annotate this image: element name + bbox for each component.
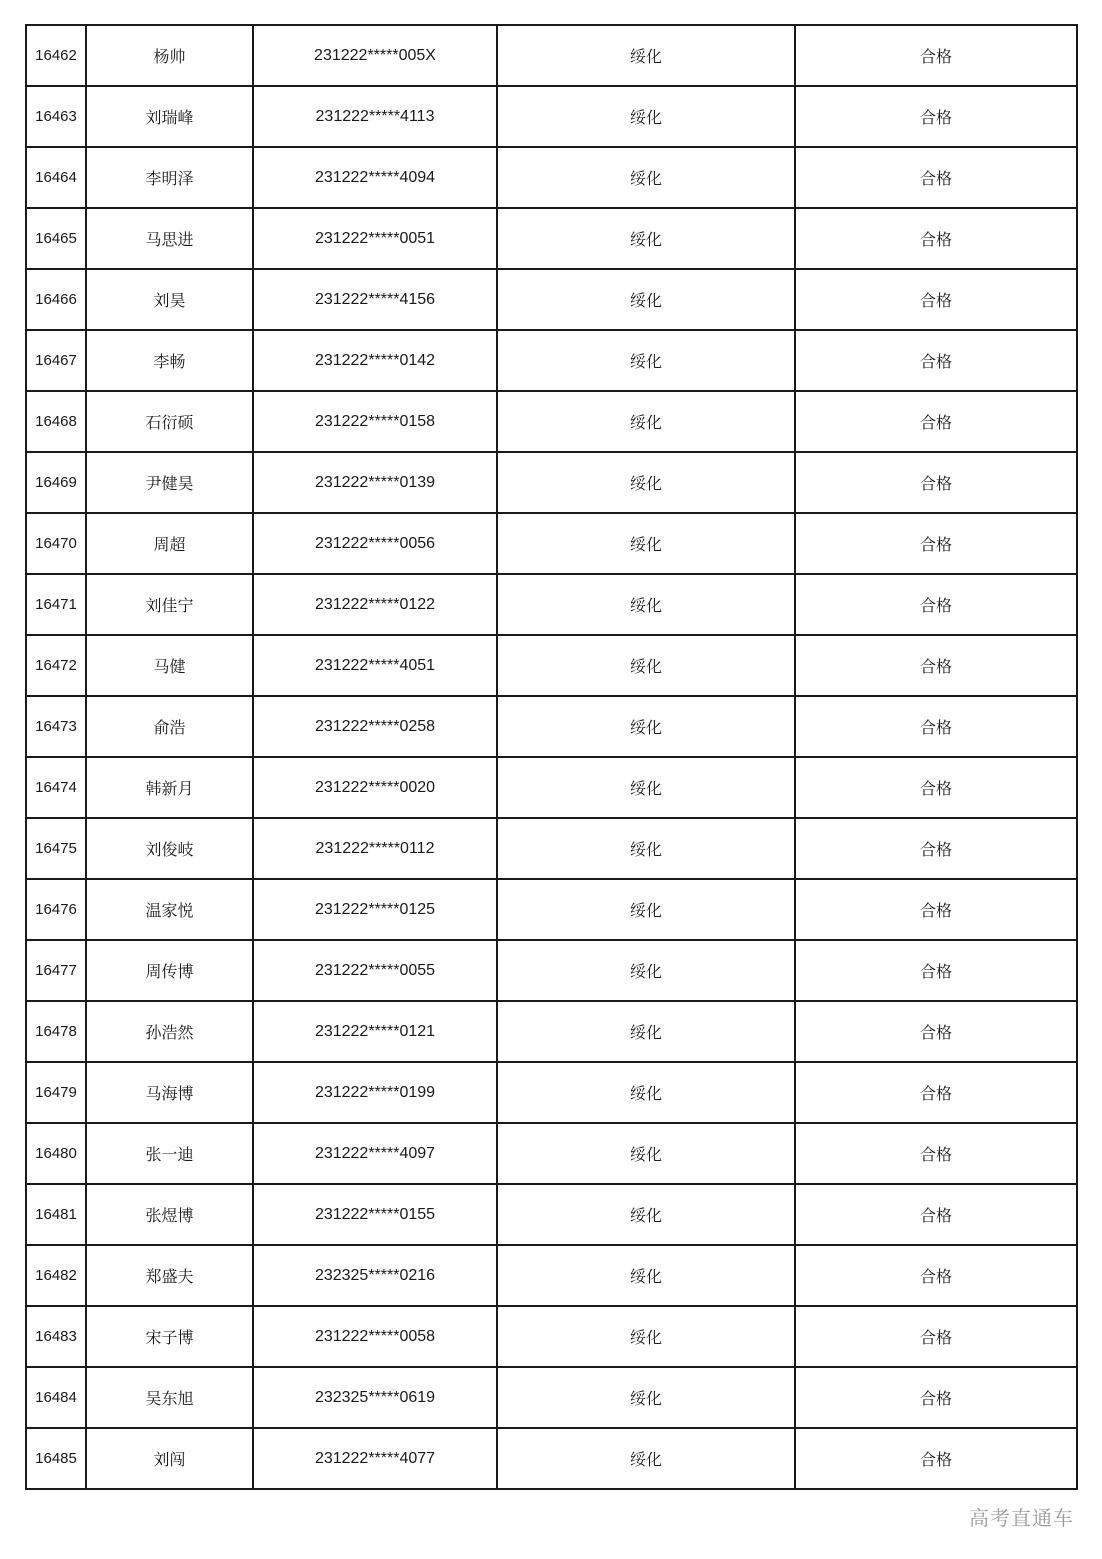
cell-number: 16480 [26, 1123, 86, 1184]
cell-result: 合格 [795, 757, 1077, 818]
cell-name: 刘瑞峰 [86, 86, 253, 147]
cell-result: 合格 [795, 635, 1077, 696]
cell-number: 16464 [26, 147, 86, 208]
cell-id-number: 231222*****4077 [253, 1428, 497, 1489]
cell-id-number: 231222*****0051 [253, 208, 497, 269]
cell-name: 石衍硕 [86, 391, 253, 452]
cell-location: 绥化 [497, 574, 795, 635]
cell-name: 尹健昊 [86, 452, 253, 513]
cell-location: 绥化 [497, 208, 795, 269]
cell-number: 16482 [26, 1245, 86, 1306]
cell-name: 韩新月 [86, 757, 253, 818]
roster-table [25, 24, 1078, 1490]
cell-result: 合格 [795, 147, 1077, 208]
cell-result: 合格 [795, 25, 1077, 86]
cell-location: 绥化 [497, 940, 795, 1001]
cell-number: 16483 [26, 1306, 86, 1367]
cell-name: 刘佳宁 [86, 574, 253, 635]
cell-result: 合格 [795, 879, 1077, 940]
cell-id-number: 231222*****0121 [253, 1001, 497, 1062]
cell-number: 16472 [26, 635, 86, 696]
cell-id-number: 231222*****0056 [253, 513, 497, 574]
cell-name: 马思进 [86, 208, 253, 269]
cell-result: 合格 [795, 1001, 1077, 1062]
table-row [26, 1001, 1077, 1062]
cell-name: 温家悦 [86, 879, 253, 940]
table-row [26, 818, 1077, 879]
cell-number: 16473 [26, 696, 86, 757]
table-row [26, 513, 1077, 574]
table-row [26, 1123, 1077, 1184]
cell-location: 绥化 [497, 1245, 795, 1306]
table-row [26, 1062, 1077, 1123]
cell-result: 合格 [795, 513, 1077, 574]
cell-id-number: 231222*****4113 [253, 86, 497, 147]
cell-name: 宋子博 [86, 1306, 253, 1367]
cell-id-number: 231222*****0155 [253, 1184, 497, 1245]
cell-name: 刘闯 [86, 1428, 253, 1489]
cell-number: 16478 [26, 1001, 86, 1062]
cell-result: 合格 [795, 269, 1077, 330]
cell-location: 绥化 [497, 25, 795, 86]
cell-name: 杨帅 [86, 25, 253, 86]
roster-sheet [25, 24, 1076, 1490]
cell-number: 16481 [26, 1184, 86, 1245]
table-row [26, 452, 1077, 513]
table-row [26, 391, 1077, 452]
table-row [26, 330, 1077, 391]
cell-result: 合格 [795, 452, 1077, 513]
table-row [26, 1428, 1077, 1489]
cell-id-number: 231222*****005X [253, 25, 497, 86]
cell-number: 16479 [26, 1062, 86, 1123]
cell-name: 张一迪 [86, 1123, 253, 1184]
cell-name: 孙浩然 [86, 1001, 253, 1062]
cell-result: 合格 [795, 1367, 1077, 1428]
cell-name: 吴东旭 [86, 1367, 253, 1428]
cell-name: 马健 [86, 635, 253, 696]
cell-name: 刘昊 [86, 269, 253, 330]
cell-number: 16485 [26, 1428, 86, 1489]
cell-location: 绥化 [497, 696, 795, 757]
cell-name: 刘俊岐 [86, 818, 253, 879]
cell-location: 绥化 [497, 1123, 795, 1184]
cell-location: 绥化 [497, 147, 795, 208]
cell-number: 16469 [26, 452, 86, 513]
cell-id-number: 231222*****0020 [253, 757, 497, 818]
cell-id-number: 231222*****0112 [253, 818, 497, 879]
cell-number: 16484 [26, 1367, 86, 1428]
cell-result: 合格 [795, 1184, 1077, 1245]
cell-id-number: 232325*****0619 [253, 1367, 497, 1428]
cell-location: 绥化 [497, 818, 795, 879]
cell-location: 绥化 [497, 1062, 795, 1123]
cell-name: 周超 [86, 513, 253, 574]
cell-name: 俞浩 [86, 696, 253, 757]
cell-location: 绥化 [497, 1428, 795, 1489]
cell-name: 马海博 [86, 1062, 253, 1123]
cell-location: 绥化 [497, 635, 795, 696]
cell-id-number: 231222*****0058 [253, 1306, 497, 1367]
cell-id-number: 231222*****0142 [253, 330, 497, 391]
table-row [26, 1245, 1077, 1306]
cell-location: 绥化 [497, 879, 795, 940]
cell-id-number: 231222*****4094 [253, 147, 497, 208]
roster-body [26, 25, 1077, 1489]
cell-number: 16467 [26, 330, 86, 391]
cell-result: 合格 [795, 818, 1077, 879]
table-row [26, 574, 1077, 635]
cell-id-number: 232325*****0216 [253, 1245, 497, 1306]
cell-result: 合格 [795, 1428, 1077, 1489]
cell-number: 16474 [26, 757, 86, 818]
cell-location: 绥化 [497, 1001, 795, 1062]
table-row [26, 208, 1077, 269]
cell-number: 16476 [26, 879, 86, 940]
cell-result: 合格 [795, 391, 1077, 452]
cell-id-number: 231222*****4156 [253, 269, 497, 330]
cell-location: 绥化 [497, 1367, 795, 1428]
cell-result: 合格 [795, 696, 1077, 757]
cell-number: 16465 [26, 208, 86, 269]
cell-id-number: 231222*****0158 [253, 391, 497, 452]
cell-id-number: 231222*****0199 [253, 1062, 497, 1123]
table-row [26, 269, 1077, 330]
table-row [26, 879, 1077, 940]
cell-location: 绥化 [497, 452, 795, 513]
cell-id-number: 231222*****0139 [253, 452, 497, 513]
cell-id-number: 231222*****0122 [253, 574, 497, 635]
cell-number: 16471 [26, 574, 86, 635]
cell-name: 郑盛夫 [86, 1245, 253, 1306]
cell-number: 16475 [26, 818, 86, 879]
table-row [26, 147, 1077, 208]
cell-id-number: 231222*****0055 [253, 940, 497, 1001]
cell-location: 绥化 [497, 1306, 795, 1367]
table-row [26, 86, 1077, 147]
cell-id-number: 231222*****0125 [253, 879, 497, 940]
cell-location: 绥化 [497, 757, 795, 818]
cell-location: 绥化 [497, 513, 795, 574]
cell-name: 周传博 [86, 940, 253, 1001]
cell-name: 李畅 [86, 330, 253, 391]
cell-number: 16462 [26, 25, 86, 86]
watermark-text: 高考直通车 [969, 1506, 1074, 1530]
cell-number: 16477 [26, 940, 86, 1001]
cell-location: 绥化 [497, 1184, 795, 1245]
table-row [26, 1306, 1077, 1367]
cell-result: 合格 [795, 86, 1077, 147]
cell-name: 张煜博 [86, 1184, 253, 1245]
cell-result: 合格 [795, 1123, 1077, 1184]
cell-id-number: 231222*****4051 [253, 635, 497, 696]
cell-number: 16463 [26, 86, 86, 147]
cell-result: 合格 [795, 940, 1077, 1001]
cell-id-number: 231222*****0258 [253, 696, 497, 757]
cell-number: 16468 [26, 391, 86, 452]
cell-number: 16470 [26, 513, 86, 574]
table-row [26, 696, 1077, 757]
table-row [26, 25, 1077, 86]
cell-location: 绥化 [497, 330, 795, 391]
cell-number: 16466 [26, 269, 86, 330]
cell-name: 李明泽 [86, 147, 253, 208]
cell-result: 合格 [795, 330, 1077, 391]
cell-result: 合格 [795, 574, 1077, 635]
table-row [26, 635, 1077, 696]
cell-location: 绥化 [497, 269, 795, 330]
cell-result: 合格 [795, 1062, 1077, 1123]
table-row [26, 1367, 1077, 1428]
table-row [26, 1184, 1077, 1245]
table-row [26, 757, 1077, 818]
cell-id-number: 231222*****4097 [253, 1123, 497, 1184]
cell-location: 绥化 [497, 391, 795, 452]
cell-location: 绥化 [497, 86, 795, 147]
cell-result: 合格 [795, 1245, 1077, 1306]
table-row [26, 940, 1077, 1001]
cell-result: 合格 [795, 1306, 1077, 1367]
cell-result: 合格 [795, 208, 1077, 269]
